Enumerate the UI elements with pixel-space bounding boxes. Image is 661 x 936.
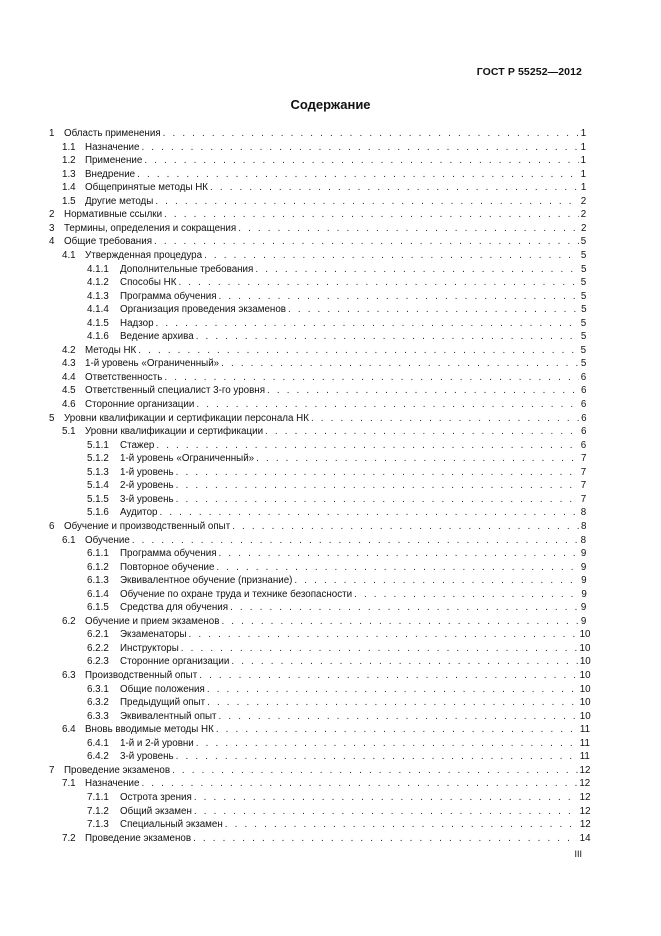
toc-entry-page: 10: [579, 683, 591, 695]
toc-entry[interactable]: [62, 195, 587, 209]
toc-entry-number: 5: [49, 412, 55, 424]
toc-entry-title: Ответственность: [85, 371, 163, 383]
toc-leader-dots: [256, 452, 579, 466]
toc-entry-page: 7: [580, 493, 587, 505]
toc-entry-title: Область применения: [64, 128, 161, 139]
toc-entry-title: Острота зрения: [120, 791, 192, 803]
toc-entry-number: 6.1.1: [87, 548, 109, 560]
toc-entry-title: Программа обучения: [120, 290, 217, 302]
toc-entry[interactable]: [87, 683, 591, 697]
toc-entry-title: Утвержденная процедура: [85, 249, 203, 261]
toc-entry[interactable]: [87, 317, 587, 331]
toc-entry-page: 5: [580, 236, 587, 248]
toc-entry-page: 6: [580, 371, 587, 383]
toc-entry-title: Обучение и производственный опыт: [64, 520, 231, 532]
toc-entry-number: 4.1.4: [87, 304, 109, 316]
toc-entry-page: 9: [580, 561, 587, 573]
toc-leader-dots: [207, 696, 578, 710]
toc-entry[interactable]: [87, 628, 591, 642]
toc-leader-dots: [155, 195, 578, 209]
toc-entry[interactable]: [49, 222, 587, 236]
toc-leader-dots: [219, 290, 579, 304]
toc-entry[interactable]: [62, 669, 591, 683]
toc-entry-page: 9: [581, 575, 587, 587]
toc-leader-dots: [288, 303, 579, 317]
toc-leader-dots: [196, 330, 579, 344]
toc-entry-page: 1: [580, 182, 587, 194]
toc-entry-title: 1-й и 2-й уровни: [120, 737, 194, 749]
toc-entry[interactable]: [62, 425, 587, 439]
toc-entry[interactable]: [49, 412, 587, 426]
toc-entry-page: 7: [581, 453, 587, 465]
toc-entry-title: Способы НК: [120, 277, 177, 289]
toc-entry-title: Производственный опыт: [85, 670, 198, 681]
toc-entry-title: 2-й уровень: [120, 480, 174, 492]
page-number: III: [574, 849, 582, 859]
toc-leader-dots: [225, 818, 578, 832]
toc-entry-page: 9: [581, 588, 587, 600]
toc-entry-number: 7.1.1: [87, 791, 109, 803]
toc-entry-page: 6: [580, 439, 587, 451]
toc-entry[interactable]: [62, 832, 591, 846]
toc-leader-dots: [232, 520, 579, 534]
toc-entry-title: Сторонние организации: [120, 656, 230, 668]
toc-entry[interactable]: [87, 588, 587, 602]
toc-entry-title: 1-й уровень «Ограниченный»: [85, 358, 220, 370]
toc-entry-page: 7: [580, 480, 587, 492]
toc-entry-number: 4.4: [62, 371, 76, 383]
toc-leader-dots: [216, 561, 578, 575]
toc-entry-number: 5.1.3: [87, 466, 109, 478]
toc-entry-number: 5.1.2: [87, 453, 109, 465]
toc-entry-number: 7.1.2: [87, 805, 109, 817]
toc-entry-number: 1.4: [62, 182, 76, 194]
toc-entry-number: 4.5: [62, 385, 76, 397]
toc-entry-number: 6.1.4: [87, 588, 109, 600]
toc-entry-page: 12: [579, 764, 591, 776]
toc-entry-number: 6.1.5: [87, 602, 109, 614]
toc-entry[interactable]: [62, 249, 587, 263]
toc-entry-title: Нормативные ссылки: [64, 209, 163, 221]
toc-entry-title: Аудитор: [120, 507, 158, 519]
toc-entry-title: Повторное обучение: [120, 561, 215, 573]
toc-entry-number: 7.2: [62, 832, 76, 844]
toc-entry-title: Проведение экзаменов: [64, 764, 171, 776]
toc-entry-number: 6.4.1: [87, 737, 109, 749]
toc-leader-dots: [164, 208, 579, 222]
toc-entry-title: Обучение и прием экзаменов: [85, 615, 220, 627]
toc-entry-page: 10: [579, 656, 591, 668]
toc-entry[interactable]: [87, 655, 591, 669]
toc-leader-dots: [156, 317, 579, 331]
toc-entry-number: 6.1.3: [87, 575, 109, 587]
toc-leader-dots: [265, 425, 579, 439]
toc-entry[interactable]: [62, 384, 587, 398]
toc-leader-dots: [255, 263, 579, 277]
toc-leader-dots: [216, 723, 578, 737]
toc-entry-page: 7: [580, 466, 587, 478]
toc-entry-page: 1: [580, 155, 587, 167]
toc-entry-title: Эквивалентный опыт: [120, 710, 217, 722]
toc-entry-number: 7.1: [62, 778, 76, 790]
toc-entry[interactable]: [62, 141, 587, 155]
toc-leader-dots: [311, 412, 579, 426]
toc-entry-number: 5.1.4: [87, 480, 109, 492]
toc-entry-number: 1.3: [62, 168, 76, 180]
toc-leader-dots: [176, 479, 579, 493]
toc-leader-dots: [176, 493, 579, 507]
toc-entry-title: Дополнительные требования: [120, 263, 254, 275]
toc-entry-number: 6.4.2: [87, 751, 109, 763]
toc-entry[interactable]: [87, 710, 591, 724]
toc-entry-number: 6: [49, 520, 55, 532]
toc-entry-title: Назначение: [85, 778, 140, 790]
toc-entry-number: 5.1: [62, 426, 76, 438]
toc-entry[interactable]: [49, 208, 587, 222]
toc-entry[interactable]: [87, 737, 590, 751]
toc-entry-page: 10: [579, 710, 591, 722]
toc-entry-title: Инструкторы: [120, 642, 179, 654]
toc-leader-dots: [181, 642, 578, 656]
toc-leader-dots: [141, 777, 577, 791]
toc-entry-page: 2: [580, 209, 587, 221]
toc-entry-title: Общепринятые методы НК: [85, 182, 209, 194]
toc-entry[interactable]: [62, 181, 587, 195]
toc-entry-title: Общие требования: [64, 236, 152, 248]
toc-leader-dots: [172, 764, 577, 778]
toc-entry-number: 3: [49, 222, 55, 234]
toc-entry-page: 9: [580, 602, 587, 614]
toc-entry-title: 3-й уровень: [120, 493, 174, 505]
toc-entry-title: Обучение: [85, 534, 130, 546]
toc-entry[interactable]: [49, 235, 587, 249]
toc-leader-dots: [132, 534, 579, 548]
toc-leader-dots: [193, 832, 578, 846]
toc-entry[interactable]: [49, 520, 587, 534]
toc-title: Содержание: [290, 97, 371, 112]
toc-entry-title: Средства для обучения: [120, 602, 229, 614]
toc-leader-dots: [194, 805, 578, 819]
toc-leader-dots: [156, 439, 578, 453]
toc-entry-page: 2: [580, 195, 587, 207]
toc-entry[interactable]: [87, 493, 587, 507]
toc-entry-page: 1: [580, 168, 587, 180]
toc-entry[interactable]: [87, 642, 591, 656]
toc-entry-number: 1: [49, 128, 55, 139]
toc-entry[interactable]: [62, 154, 587, 168]
toc-leader-dots: [230, 601, 579, 615]
toc-entry-page: 12: [579, 819, 591, 831]
toc-entry[interactable]: [87, 290, 587, 304]
toc-entry-title: Ответственный специалист 3-го уровня: [85, 385, 266, 397]
toc-leader-dots: [294, 574, 579, 588]
toc-entry-number: 4.1.2: [87, 277, 109, 289]
toc-entry-title: Уровни квалификации и сертификации персонала НК: [64, 412, 309, 424]
toc-entry[interactable]: [62, 398, 587, 412]
toc-entry-number: 6.2.1: [87, 629, 109, 641]
toc-entry[interactable]: [87, 818, 591, 832]
toc-leader-dots: [354, 588, 579, 602]
toc-entry-page: 12: [579, 778, 591, 790]
toc-leader-dots: [163, 127, 579, 141]
toc-leader-dots: [196, 737, 578, 751]
toc-leader-dots: [210, 181, 579, 195]
toc-entry-title: Термины, определения и сокращения: [64, 222, 237, 234]
toc-entry[interactable]: [62, 371, 587, 385]
toc-entry[interactable]: [87, 547, 587, 561]
toc-entry-page: 5: [581, 263, 587, 275]
toc-leader-dots: [141, 141, 578, 155]
toc-entry-number: 6.3.3: [87, 710, 109, 722]
toc-entry-title: 1-й уровень: [120, 466, 174, 478]
toc-entry-title: Назначение: [85, 141, 140, 153]
toc-entry-page: 5: [580, 290, 587, 302]
toc-entry[interactable]: [62, 723, 591, 737]
toc-entry-number: 5.1.5: [87, 493, 109, 505]
toc-entry-page: 12: [579, 805, 591, 817]
toc-entry-page: 10: [579, 670, 591, 681]
toc-entry[interactable]: [87, 479, 587, 493]
toc-entry-page: 11: [579, 724, 591, 736]
toc-entry-page: 12: [579, 791, 591, 803]
toc-entry[interactable]: [87, 330, 587, 344]
toc-leader-dots: [189, 628, 578, 642]
toc-entry[interactable]: [62, 615, 587, 629]
standard-code: ГОСТ Р 55252—2012: [476, 66, 582, 78]
toc-entry-title: Эквивалентное обучение (признание): [120, 575, 293, 587]
toc-entry-number: 4.2: [62, 344, 76, 356]
toc-entry-page: 6: [580, 399, 587, 410]
toc-entry-page: 2: [580, 222, 587, 234]
toc-leader-dots: [194, 791, 578, 805]
toc-entry-number: 6.2.2: [87, 642, 109, 654]
toc-entry[interactable]: [49, 127, 587, 141]
toc-entry-title: Внедрение: [85, 168, 136, 180]
toc-leader-dots: [154, 235, 579, 249]
toc-entry[interactable]: [87, 791, 591, 805]
toc-leader-dots: [138, 344, 578, 358]
toc-entry-title: 3-й уровень: [120, 751, 174, 763]
toc-entry-page: 8: [580, 534, 587, 546]
toc-leader-dots: [219, 547, 579, 561]
toc-entry-title: Вновь вводимые методы НК: [85, 724, 214, 736]
toc-entry-page: 9: [580, 548, 587, 560]
toc-entry-page: 6: [581, 385, 587, 397]
toc-entry-number: 7.1.3: [87, 819, 109, 831]
toc-entry-title: Экзаменаторы: [120, 629, 187, 641]
toc-leader-dots: [144, 154, 578, 168]
toc-entry-title: Общие положения: [120, 683, 205, 695]
toc-entry[interactable]: [87, 561, 587, 575]
toc-entry[interactable]: [62, 777, 591, 791]
toc-entry-title: Ведение архива: [120, 331, 194, 343]
toc-entry[interactable]: [87, 750, 590, 764]
toc-leader-dots: [207, 683, 578, 697]
toc-entry-title: Надзор: [120, 317, 154, 329]
toc-entry-page: 5: [580, 344, 587, 356]
toc-entry-title: Обучение по охране труда и технике безопасности: [120, 588, 353, 600]
toc-entry[interactable]: [87, 506, 587, 520]
toc-entry-title: 1-й уровень «Ограниченный»: [120, 453, 255, 465]
toc-entry-page: 5: [580, 249, 587, 261]
toc-entry-page: 5: [580, 358, 587, 370]
toc-entry-title: Организация проведения экзаменов: [120, 304, 286, 316]
toc-leader-dots: [267, 384, 579, 398]
toc-leader-dots: [164, 371, 578, 385]
toc-entry-number: 4.1.3: [87, 290, 109, 302]
toc-leader-dots: [219, 710, 578, 724]
toc-entry-page: 8: [580, 520, 587, 532]
toc-entry-title: Методы НК: [85, 344, 137, 356]
toc-entry-page: 10: [579, 629, 591, 641]
toc-entry-number: 4.1.5: [87, 317, 109, 329]
toc-entry-title: Сторонние организации: [85, 399, 195, 410]
toc-leader-dots: [159, 506, 578, 520]
toc-entry-page: 5: [580, 331, 587, 343]
toc-entry[interactable]: [87, 439, 587, 453]
toc-entry-page: 8: [580, 507, 587, 519]
toc-entry-number: 6.3.2: [87, 697, 109, 709]
toc-entry-title: Применение: [85, 155, 143, 167]
toc-entry-number: 4.1.1: [87, 263, 109, 275]
toc-entry-page: 5: [580, 277, 587, 289]
toc-entry-page: 14: [579, 832, 591, 844]
toc-entry-page: 5: [581, 304, 587, 316]
toc-leader-dots: [196, 398, 578, 412]
toc-entry[interactable]: [62, 168, 587, 182]
toc-entry[interactable]: [87, 276, 587, 290]
toc-entry-number: 4.1: [62, 249, 76, 261]
toc-entry[interactable]: [87, 263, 587, 277]
toc-entry[interactable]: [87, 601, 587, 615]
toc-leader-dots: [137, 168, 579, 182]
toc-entry-number: 7: [49, 764, 55, 776]
toc-entry-number: 2: [49, 209, 55, 221]
toc-entry[interactable]: [87, 805, 591, 819]
toc-entry-number: 6.1.2: [87, 561, 109, 573]
toc-entry-title: Стажер: [120, 439, 155, 451]
toc-entry-page: 1: [580, 141, 587, 153]
toc-entry-number: 4.6: [62, 399, 76, 410]
toc-entry-page: 6: [581, 426, 587, 438]
toc-entry-number: 5.1.6: [87, 507, 109, 519]
toc-entry[interactable]: [62, 534, 587, 548]
toc-entry[interactable]: [87, 303, 587, 317]
toc-entry-title: Программа обучения: [120, 548, 217, 560]
toc-entry-title: Специальный экзамен: [120, 819, 223, 831]
toc-entry-title: Общий экзамен: [120, 805, 192, 817]
toc-entry-number: 6.3: [62, 670, 76, 681]
toc-entry-number: 6.3.1: [87, 683, 109, 695]
toc-entry-number: 1.1: [62, 141, 76, 153]
toc-leader-dots: [238, 222, 579, 236]
toc-entry-title: Другие методы: [85, 195, 154, 207]
toc-entry[interactable]: [49, 764, 591, 778]
toc-entry-page: 10: [579, 642, 591, 654]
toc-entry-number: 6.2.3: [87, 656, 109, 668]
toc-leader-dots: [231, 655, 578, 669]
toc-entry[interactable]: [87, 696, 591, 710]
toc-entry[interactable]: [87, 574, 587, 588]
toc-leader-dots: [176, 466, 579, 480]
toc-entry[interactable]: [62, 357, 587, 371]
toc-leader-dots: [221, 615, 578, 629]
toc-entry-number: 1.5: [62, 195, 76, 207]
toc-entry-page: 6: [581, 412, 587, 424]
toc-entry-page: 11: [579, 751, 590, 763]
toc-entry-page: 11: [579, 737, 590, 749]
toc-entry-title: Проведение экзаменов: [85, 832, 192, 844]
toc-entry-number: 4.3: [62, 358, 76, 370]
toc-entry-page: 10: [579, 697, 591, 709]
toc-entry-page: 5: [580, 317, 587, 329]
toc-entry-title: Уровни квалификации и сертификации: [85, 426, 264, 438]
toc-entry[interactable]: [87, 452, 587, 466]
toc-entry-number: 4: [49, 236, 55, 248]
toc-entry-number: 6.1: [62, 534, 76, 546]
toc-entry-number: 5.1.1: [87, 439, 109, 451]
toc-leader-dots: [221, 357, 579, 371]
toc-entry[interactable]: [87, 466, 587, 480]
toc-leader-dots: [204, 249, 579, 263]
toc-entry-number: 6.4: [62, 724, 76, 736]
toc-entry-number: 4.1.6: [87, 331, 109, 343]
toc-entry[interactable]: [62, 344, 587, 358]
toc-entry-number: 6.2: [62, 615, 76, 627]
toc-entry-title: Предыдущий опыт: [120, 697, 206, 709]
toc-entry-number: 1.2: [62, 155, 76, 167]
toc-leader-dots: [199, 669, 577, 683]
toc-entry-page: 1: [580, 128, 587, 139]
toc-leader-dots: [176, 750, 578, 764]
toc-leader-dots: [178, 276, 578, 290]
toc-entry-page: 9: [580, 615, 587, 627]
